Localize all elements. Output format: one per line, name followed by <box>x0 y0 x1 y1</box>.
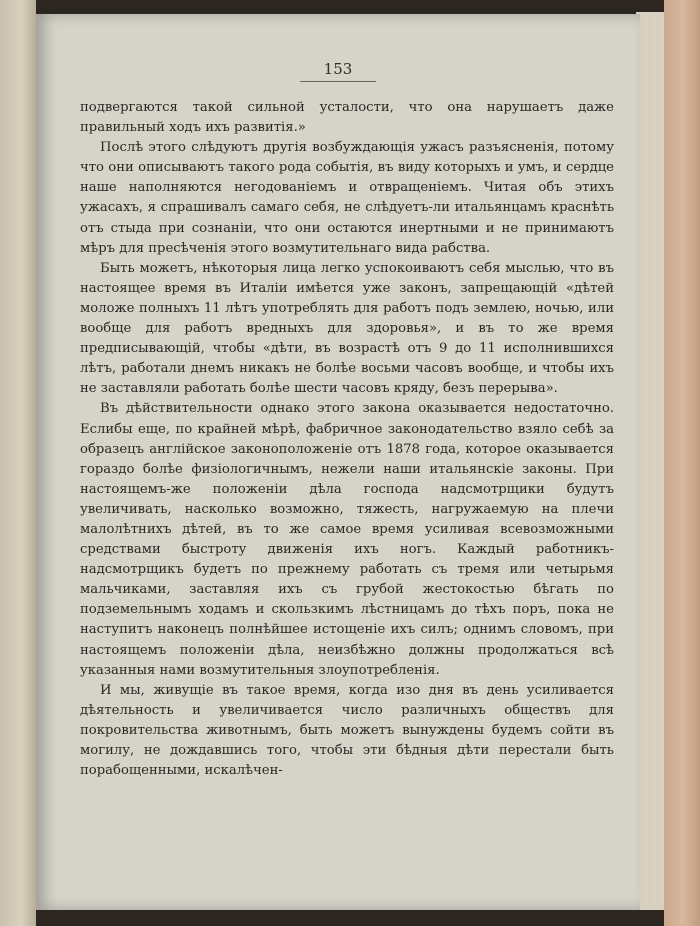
paragraph-4: Въ дѣйствительности однако этого закона оказывается недостаточно. Еслибы еще, по крайней мѣрѣ, фабричное законодательство взяло себѣ за образецъ англійское законоположеніе отъ 1878 года, которое оказывается гораздо болѣе физіологичнымъ, нежели наши итальянскіе законы. При настоящемъ-же положеніи дѣла господа надсмотрщики будутъ увеличивать, насколько возможно, тяжесть, нагружаемую на плечи малолѣтнихъ дѣтей, въ то же самое время усиливая всевозможными средствами быстроту движенія ихъ ногъ. Каждый работникъ-надсмотрщикъ будетъ по прежнему работать съ тремя или четырьмя мальчиками, заставляя ихъ съ грубой жестокостью бѣгать по подземельнымъ ходамъ и скользкимъ лѣстницамъ до тѣхъ поръ, пока не наступитъ наконецъ полнѣйшее истощеніе ихъ силъ; однимъ словомъ, при настоящемъ положеніи дѣла, неизбѣжно должны продолжаться всѣ указанныя нами возмутительныя злоупотребленія. <box>80 401 614 678</box>
page-number-rule <box>300 81 376 82</box>
page-number: 153 <box>323 60 353 78</box>
paragraph-3: Быть можетъ, нѣкоторыя лица легко успокоиваютъ себя мыслью, что въ настоящее время въ Италіи имѣется уже законъ, запрещающій «дѣтей моложе полныхъ 11 лѣтъ употреблять для работъ подъ землею, ночью, или вообще для работъ вредныхъ для здоровья», и въ то же время предписывающій, чтобы «дѣти, въ возрастѣ отъ 9 до 11 исполнившихся лѣтъ, работали днемъ никакъ не болѣе восьми часовъ вообще, и чтобы ихъ не заставляли работать болѣе шести часовъ кряду, безъ перерыва». <box>80 260 614 397</box>
paragraph-1: подвергаются такой сильной усталости, что она нарушаетъ даже правильный ходъ ихъ развитія.» <box>80 100 614 136</box>
book-page <box>36 14 640 910</box>
page-edges <box>636 12 666 910</box>
page-body-text <box>80 98 614 781</box>
paragraph-2: Послѣ этого слѣдуютъ другія возбуждающія ужасъ разъясненія, потому что они описываютъ такого рода событія, въ виду которыхъ и умъ, и сердце наше наполняются негодованіемъ и отвращеніемъ. Читая объ этихъ ужасахъ, я спрашивалъ самаго себя, не слѣдуетъ-ли итальянцамъ краснѣть отъ стыда при сознаніи, что они остаются инертными и не принимаютъ мѣръ для пресѣченія этого возмутительнаго вида рабства. <box>80 140 614 256</box>
facing-page-edge <box>0 0 36 926</box>
paragraph-5: И мы, живущіе въ такое время, когда изо дня въ день усиливается дѣятельность и увеличивается число различныхъ обществъ для покровительства животнымъ, быть можетъ вынуждены будемъ сойти въ могилу, не дождавшись того, чтобы эти бѣдныя дѣти перестали быть порабощенными, искалѣчен- <box>80 682 614 779</box>
book-cover-edge <box>664 0 700 926</box>
